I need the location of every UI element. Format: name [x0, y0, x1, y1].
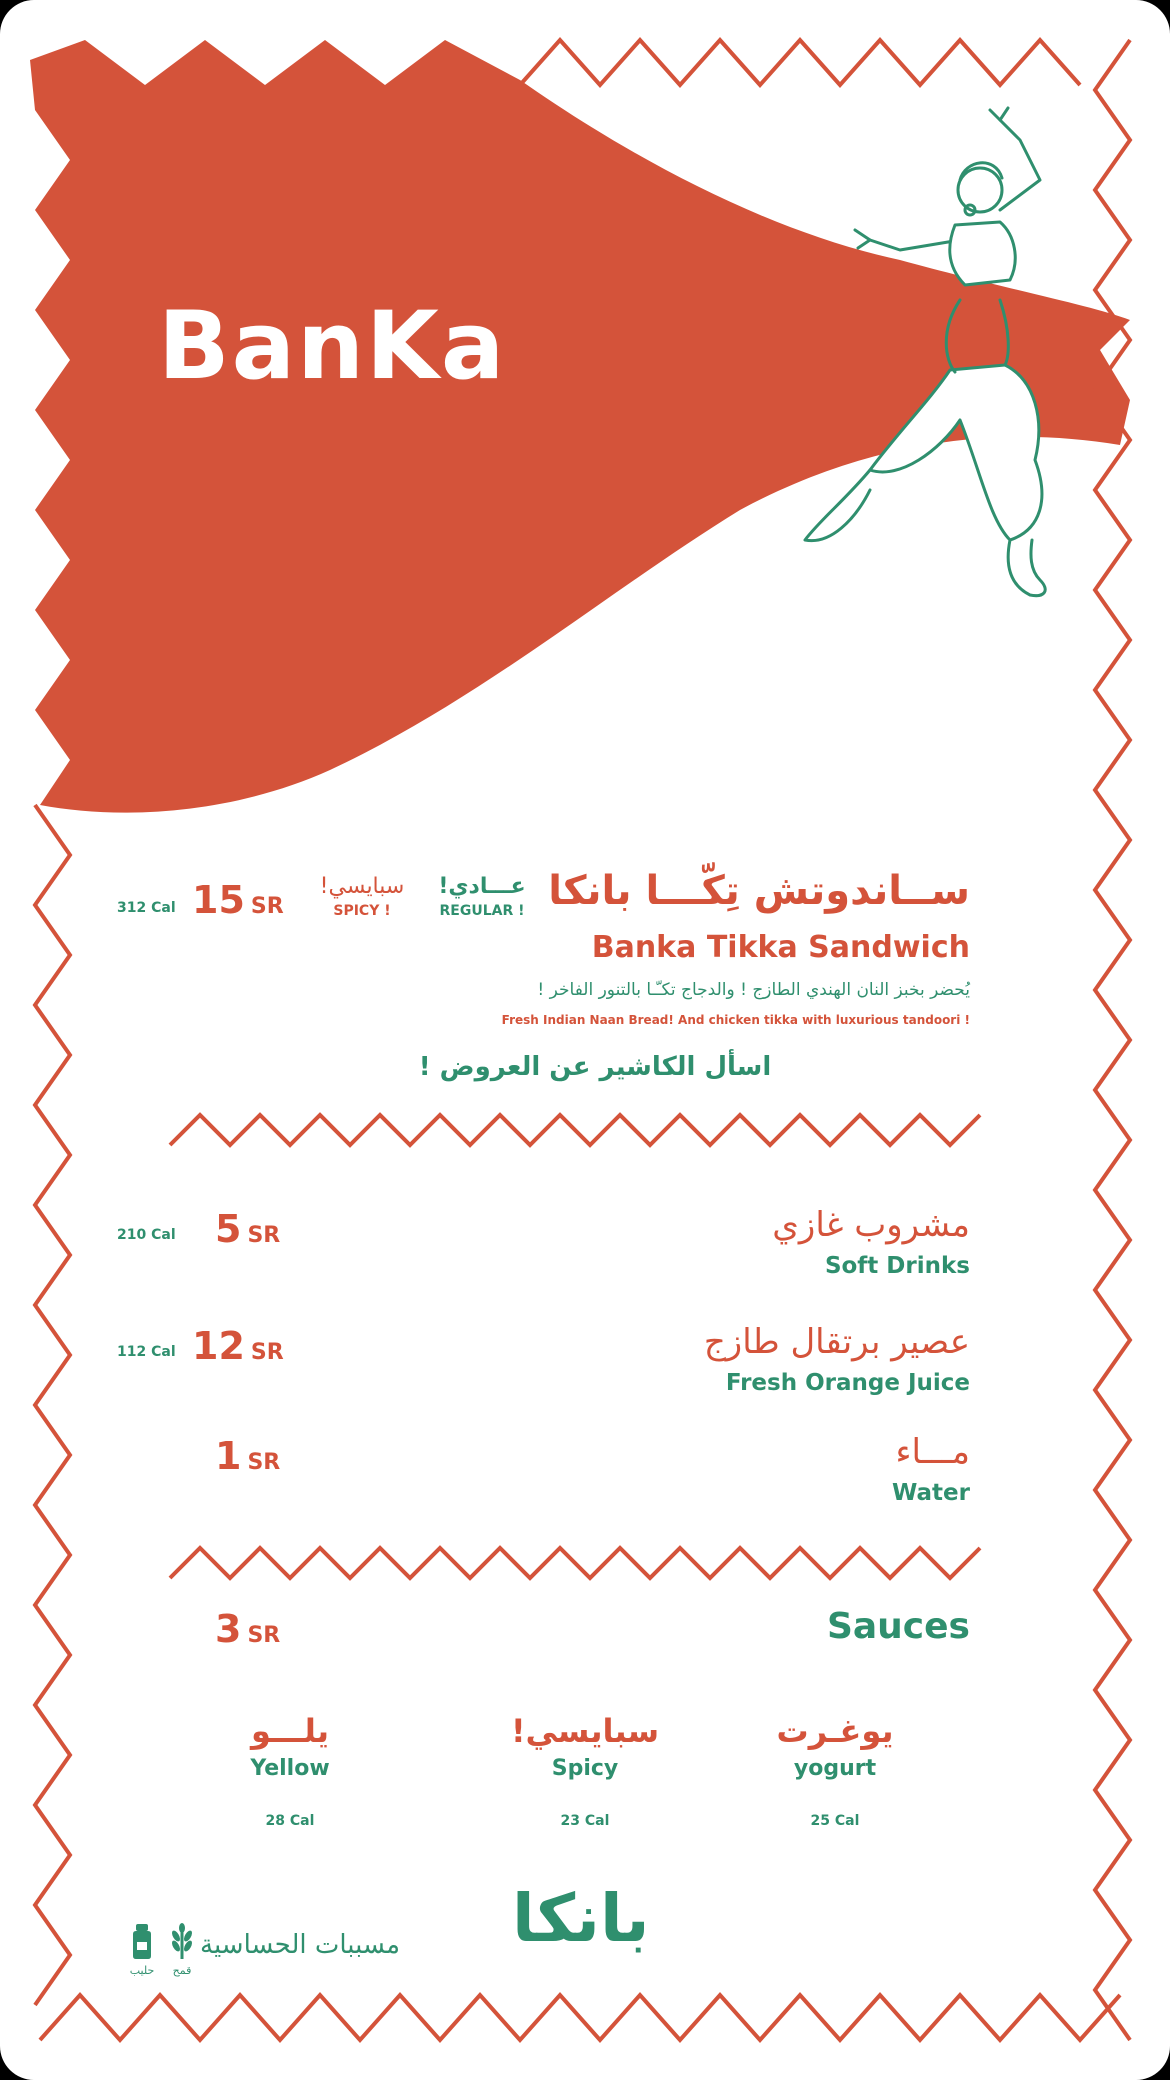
option-regular-en: REGULAR !: [439, 903, 525, 919]
sandwich-name-ar: ســاندوتش تِكّـــا بانكا: [548, 868, 970, 914]
option-spicy: [312, 874, 412, 919]
zigzag-left: [35, 805, 70, 2005]
sandwich-calories: 312 Cal: [117, 900, 176, 916]
drink-name-en: Water: [891, 1480, 970, 1506]
drink-name-ar: مـــاء: [895, 1432, 970, 1472]
allergen-wheat: [164, 1922, 200, 1977]
drink-calories: 112 Cal: [117, 1344, 176, 1360]
allergen-label: حليب: [129, 1964, 155, 1977]
sauce-item: [495, 1712, 675, 1829]
drink-price: [192, 1324, 284, 1368]
zigzag-divider-sauces: [170, 1548, 980, 1578]
sauce-item: [200, 1712, 380, 1829]
sauce-name-ar: سبايسي!: [510, 1712, 660, 1750]
drink-price-currency: SR: [247, 1450, 281, 1475]
allergens-title: مسببات الحساسية: [200, 1930, 401, 1960]
option-regular-ar: عـــادي!: [438, 874, 526, 899]
sauce-name-ar: يلـــو: [251, 1712, 329, 1750]
brand-logo-latin: BanKa: [158, 292, 507, 401]
drink-price-value: 12: [192, 1324, 245, 1368]
drink-name-en: Soft Drinks: [824, 1253, 970, 1279]
drink-price-value: 1: [215, 1434, 242, 1478]
drink-name-en: Fresh Orange Juice: [725, 1370, 970, 1396]
drink-price-currency: SR: [247, 1223, 281, 1248]
drink-price: [215, 1434, 280, 1478]
drink-name-ar: مشروب غازي: [772, 1205, 970, 1245]
sauces-price-value: 3: [215, 1607, 242, 1651]
allergen-label: قمح: [172, 1964, 192, 1977]
milk-bottle-icon: [127, 1922, 157, 1960]
drink-name-ar: عصير برتقال طازج: [703, 1322, 970, 1362]
sandwich-price: [192, 878, 284, 922]
wheat-icon: [167, 1922, 197, 1960]
sauce-name-ar: يوغـرت: [776, 1712, 894, 1750]
brand-logo-arabic: بانكا: [512, 1880, 650, 1957]
sandwich-name-en: Banka Tikka Sandwich: [591, 930, 970, 965]
sauce-calories: 28 Cal: [265, 1813, 315, 1829]
zigzag-bottom: [40, 1995, 1120, 2040]
zigzag-top: [520, 40, 1080, 85]
drink-calories: 210 Cal: [117, 1227, 176, 1243]
option-regular: [432, 874, 532, 919]
sauce-calories: 23 Cal: [560, 1813, 610, 1829]
sandwich-description-ar: يُحضر بخبز النان الهندي الطازج ! والدجاج تكـّـا بالتنور الفاخر !: [537, 980, 970, 1000]
drink-price: [215, 1207, 280, 1251]
drink-price-value: 5: [215, 1207, 242, 1251]
offers-note: اسأل الكاشير عن العروض !: [418, 1052, 772, 1082]
option-spicy-en: SPICY !: [333, 903, 391, 919]
sauce-name-en: Spicy: [551, 1756, 619, 1781]
drink-price-currency: SR: [250, 1340, 284, 1365]
allergen-milk: [124, 1922, 160, 1977]
sauce-item: [745, 1712, 925, 1829]
zigzag-divider-drinks: [170, 1115, 980, 1145]
sauces-title: Sauces: [826, 1606, 970, 1647]
sauce-name-en: Yellow: [250, 1756, 330, 1781]
sauces-price: [215, 1607, 280, 1651]
sauce-calories: 25 Cal: [810, 1813, 860, 1829]
sauces-price-currency: SR: [247, 1623, 281, 1648]
option-spicy-ar: سبايسي!: [319, 874, 405, 899]
sandwich-price-currency: SR: [250, 894, 284, 919]
sandwich-description-en: Fresh Indian Naan Bread! And chicken tikka with luxurious tandoori !: [501, 1013, 970, 1027]
sauce-name-en: yogurt: [793, 1756, 877, 1781]
sandwich-price-value: 15: [192, 878, 245, 922]
